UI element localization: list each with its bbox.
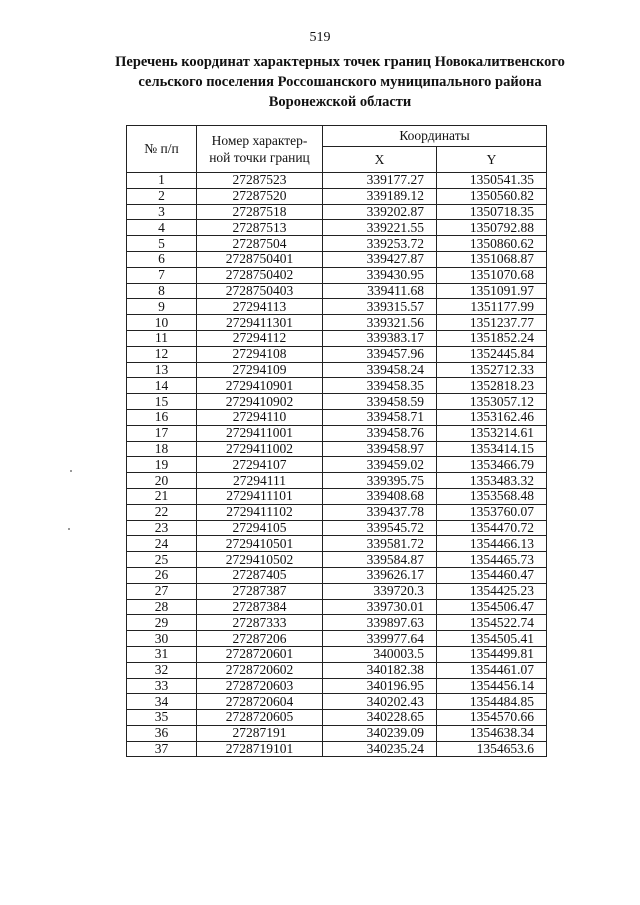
table-row xyxy=(127,662,547,678)
table-row xyxy=(127,536,547,552)
cell-y: 1350541.35 xyxy=(437,173,547,189)
cell-number: 25 xyxy=(127,552,197,568)
cell-x: 339458.59 xyxy=(323,394,437,410)
cell-y: 1354461.07 xyxy=(437,662,547,678)
table-row xyxy=(127,615,547,631)
cell-point: 2728720604 xyxy=(197,694,323,710)
table-row xyxy=(127,267,547,283)
cell-point: 27294105 xyxy=(197,520,323,536)
table-row xyxy=(127,330,547,346)
cell-y: 1354466.13 xyxy=(437,536,547,552)
cell-point: 2729411001 xyxy=(197,425,323,441)
cell-x: 339321.56 xyxy=(323,315,437,331)
table-row xyxy=(127,599,547,615)
cell-x: 339430.95 xyxy=(323,267,437,283)
cell-number: 17 xyxy=(127,425,197,441)
cell-y: 1354522.74 xyxy=(437,615,547,631)
cell-y: 1351091.97 xyxy=(437,283,547,299)
table-row xyxy=(127,441,547,457)
cell-number: 29 xyxy=(127,615,197,631)
cell-x: 340235.24 xyxy=(323,741,437,757)
header-point-line-1: Номер характер- xyxy=(211,133,308,148)
cell-y: 1354460.47 xyxy=(437,567,547,583)
cell-y: 1353414.15 xyxy=(437,441,547,457)
table-row xyxy=(127,552,547,568)
cell-point: 2729410501 xyxy=(197,536,323,552)
cell-point: 27294112 xyxy=(197,330,323,346)
cell-point: 27294111 xyxy=(197,473,323,489)
cell-x: 339437.78 xyxy=(323,504,437,520)
cell-y: 1353760.07 xyxy=(437,504,547,520)
cell-number: 7 xyxy=(127,267,197,283)
cell-x: 339383.17 xyxy=(323,330,437,346)
table-row xyxy=(127,520,547,536)
table-row xyxy=(127,409,547,425)
cell-y: 1354456.14 xyxy=(437,678,547,694)
cell-x: 339458.35 xyxy=(323,378,437,394)
cell-number: 6 xyxy=(127,251,197,267)
cell-x: 339730.01 xyxy=(323,599,437,615)
cell-point: 2729411002 xyxy=(197,441,323,457)
table-row xyxy=(127,299,547,315)
cell-x: 339177.27 xyxy=(323,173,437,189)
cell-point: 2728720602 xyxy=(197,662,323,678)
cell-point: 27287206 xyxy=(197,631,323,647)
scan-speck xyxy=(70,470,72,472)
table-row xyxy=(127,741,547,757)
cell-number: 33 xyxy=(127,678,197,694)
cell-x: 339427.87 xyxy=(323,251,437,267)
cell-x: 339411.68 xyxy=(323,283,437,299)
cell-point: 27287520 xyxy=(197,188,323,204)
cell-point: 2729410502 xyxy=(197,552,323,568)
cell-number: 37 xyxy=(127,741,197,757)
table-body xyxy=(127,173,547,757)
cell-y: 1353214.61 xyxy=(437,425,547,441)
cell-number: 1 xyxy=(127,173,197,189)
header-number: № п/п xyxy=(127,126,197,173)
cell-number: 35 xyxy=(127,710,197,726)
table-row xyxy=(127,504,547,520)
cell-x: 339458.97 xyxy=(323,441,437,457)
cell-y: 1350560.82 xyxy=(437,188,547,204)
cell-number: 14 xyxy=(127,378,197,394)
cell-number: 19 xyxy=(127,457,197,473)
cell-point: 2728750402 xyxy=(197,267,323,283)
cell-number: 9 xyxy=(127,299,197,315)
cell-x: 339897.63 xyxy=(323,615,437,631)
cell-x: 339545.72 xyxy=(323,520,437,536)
cell-x: 339581.72 xyxy=(323,536,437,552)
cell-y: 1351237.77 xyxy=(437,315,547,331)
cell-y: 1354465.73 xyxy=(437,552,547,568)
cell-point: 27287333 xyxy=(197,615,323,631)
cell-x: 339458.71 xyxy=(323,409,437,425)
cell-x: 340239.09 xyxy=(323,725,437,741)
table-row xyxy=(127,567,547,583)
cell-x: 340003.5 xyxy=(323,646,437,662)
scan-speck xyxy=(68,528,70,530)
document-title xyxy=(80,52,600,112)
cell-point: 2728750401 xyxy=(197,251,323,267)
page-number: 519 xyxy=(309,30,331,45)
table-row xyxy=(127,678,547,694)
cell-number: 12 xyxy=(127,346,197,362)
table-row xyxy=(127,188,547,204)
cell-y: 1354653.6 xyxy=(437,741,547,757)
cell-number: 28 xyxy=(127,599,197,615)
cell-number: 26 xyxy=(127,567,197,583)
cell-y: 1353568.48 xyxy=(437,488,547,504)
cell-x: 339221.55 xyxy=(323,220,437,236)
cell-x: 339720.3 xyxy=(323,583,437,599)
cell-point: 27287504 xyxy=(197,236,323,252)
header-x: X xyxy=(323,147,437,173)
cell-x: 339253.72 xyxy=(323,236,437,252)
cell-x: 339584.87 xyxy=(323,552,437,568)
cell-point: 27294109 xyxy=(197,362,323,378)
cell-point: 27294108 xyxy=(197,346,323,362)
cell-y: 1352712.33 xyxy=(437,362,547,378)
table-row xyxy=(127,473,547,489)
cell-x: 339458.76 xyxy=(323,425,437,441)
cell-y: 1351852.24 xyxy=(437,330,547,346)
cell-x: 339626.17 xyxy=(323,567,437,583)
cell-y: 1353057.12 xyxy=(437,394,547,410)
cell-x: 340228.65 xyxy=(323,710,437,726)
cell-point: 2729411101 xyxy=(197,488,323,504)
cell-number: 18 xyxy=(127,441,197,457)
cell-y: 1354484.85 xyxy=(437,694,547,710)
header-coordinates: Координаты xyxy=(323,126,547,147)
cell-point: 2728720601 xyxy=(197,646,323,662)
cell-point: 2729411102 xyxy=(197,504,323,520)
cell-y: 1353483.32 xyxy=(437,473,547,489)
cell-y: 1352818.23 xyxy=(437,378,547,394)
table-row xyxy=(127,725,547,741)
coordinates-table xyxy=(126,125,547,757)
table-row xyxy=(127,362,547,378)
cell-x: 339459.02 xyxy=(323,457,437,473)
cell-point: 27287384 xyxy=(197,599,323,615)
cell-x: 340202.43 xyxy=(323,694,437,710)
cell-point: 27287387 xyxy=(197,583,323,599)
cell-number: 34 xyxy=(127,694,197,710)
table-row xyxy=(127,283,547,299)
cell-number: 20 xyxy=(127,473,197,489)
cell-y: 1353466.79 xyxy=(437,457,547,473)
cell-point: 27287518 xyxy=(197,204,323,220)
title-line-1: Перечень координат характерных точек границ Новокалитвенского xyxy=(115,54,565,70)
cell-x: 339202.87 xyxy=(323,204,437,220)
cell-x: 339395.75 xyxy=(323,473,437,489)
cell-y: 1351070.68 xyxy=(437,267,547,283)
cell-point: 2728720603 xyxy=(197,678,323,694)
cell-x: 339457.96 xyxy=(323,346,437,362)
cell-number: 2 xyxy=(127,188,197,204)
cell-y: 1354506.47 xyxy=(437,599,547,615)
cell-y: 1351177.99 xyxy=(437,299,547,315)
cell-y: 1353162.46 xyxy=(437,409,547,425)
cell-number: 36 xyxy=(127,725,197,741)
cell-y: 1350792.88 xyxy=(437,220,547,236)
table-row xyxy=(127,394,547,410)
table-row xyxy=(127,425,547,441)
title-line-3: Воронежской области xyxy=(268,94,412,110)
cell-number: 15 xyxy=(127,394,197,410)
table-row xyxy=(127,646,547,662)
cell-y: 1354470.72 xyxy=(437,520,547,536)
cell-point: 2728719101 xyxy=(197,741,323,757)
cell-y: 1351068.87 xyxy=(437,251,547,267)
cell-point: 27294107 xyxy=(197,457,323,473)
cell-number: 30 xyxy=(127,631,197,647)
cell-number: 21 xyxy=(127,488,197,504)
table-row xyxy=(127,488,547,504)
cell-point: 2729410902 xyxy=(197,394,323,410)
cell-point: 27294113 xyxy=(197,299,323,315)
cell-point: 27287523 xyxy=(197,173,323,189)
title-line-2: сельского поселения Россошанского муниципального района xyxy=(138,74,542,90)
table-row xyxy=(127,315,547,331)
cell-number: 24 xyxy=(127,536,197,552)
cell-point: 27294110 xyxy=(197,409,323,425)
table-row xyxy=(127,378,547,394)
cell-number: 32 xyxy=(127,662,197,678)
cell-y: 1354638.34 xyxy=(437,725,547,741)
cell-number: 31 xyxy=(127,646,197,662)
table-row xyxy=(127,710,547,726)
cell-y: 1354425.23 xyxy=(437,583,547,599)
header-point-line-2: ной точки границ xyxy=(209,150,310,165)
cell-point: 27287405 xyxy=(197,567,323,583)
cell-number: 27 xyxy=(127,583,197,599)
table-row xyxy=(127,583,547,599)
cell-number: 4 xyxy=(127,220,197,236)
cell-x: 339189.12 xyxy=(323,188,437,204)
header-point-number xyxy=(197,126,323,173)
cell-point: 2728750403 xyxy=(197,283,323,299)
cell-y: 1352445.84 xyxy=(437,346,547,362)
cell-number: 23 xyxy=(127,520,197,536)
table-row xyxy=(127,236,547,252)
table-row xyxy=(127,631,547,647)
cell-x: 339408.68 xyxy=(323,488,437,504)
cell-number: 16 xyxy=(127,409,197,425)
cell-point: 2728720605 xyxy=(197,710,323,726)
cell-point: 27287513 xyxy=(197,220,323,236)
cell-x: 340196.95 xyxy=(323,678,437,694)
cell-number: 13 xyxy=(127,362,197,378)
cell-y: 1350718.35 xyxy=(437,204,547,220)
cell-point: 27287191 xyxy=(197,725,323,741)
cell-y: 1350860.62 xyxy=(437,236,547,252)
cell-x: 339315.57 xyxy=(323,299,437,315)
table-row xyxy=(127,204,547,220)
cell-x: 340182.38 xyxy=(323,662,437,678)
cell-number: 10 xyxy=(127,315,197,331)
table-row xyxy=(127,694,547,710)
table-row xyxy=(127,173,547,189)
cell-y: 1354499.81 xyxy=(437,646,547,662)
cell-x: 339977.64 xyxy=(323,631,437,647)
header-y: Y xyxy=(437,147,547,173)
cell-x: 339458.24 xyxy=(323,362,437,378)
cell-point: 2729410901 xyxy=(197,378,323,394)
table-row xyxy=(127,346,547,362)
cell-number: 5 xyxy=(127,236,197,252)
table-row xyxy=(127,251,547,267)
cell-number: 3 xyxy=(127,204,197,220)
cell-number: 22 xyxy=(127,504,197,520)
cell-y: 1354570.66 xyxy=(437,710,547,726)
cell-y: 1354505.41 xyxy=(437,631,547,647)
cell-number: 8 xyxy=(127,283,197,299)
cell-number: 11 xyxy=(127,330,197,346)
table-row xyxy=(127,220,547,236)
table-row xyxy=(127,457,547,473)
cell-point: 2729411301 xyxy=(197,315,323,331)
